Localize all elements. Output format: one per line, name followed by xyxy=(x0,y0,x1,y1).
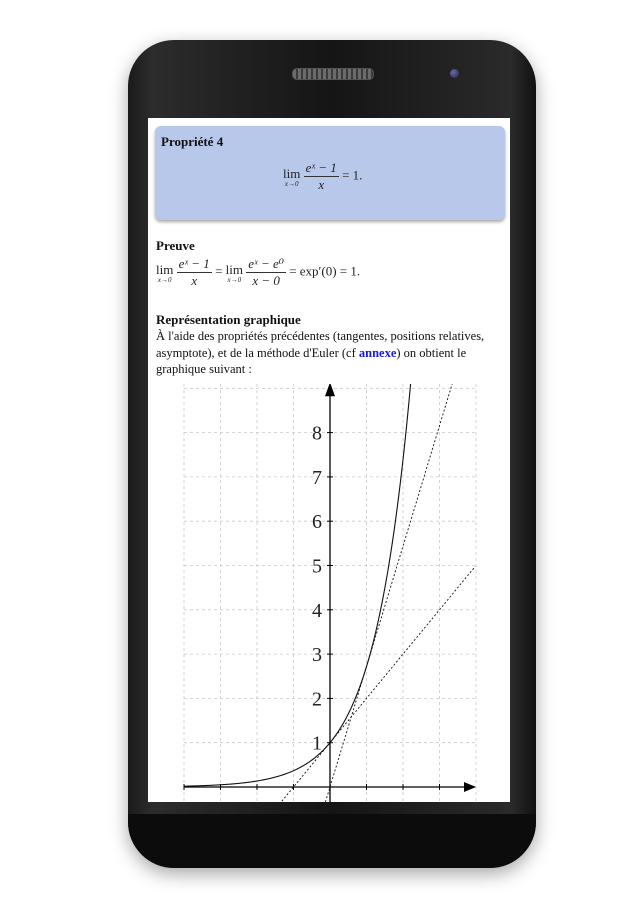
formula-result: = 1. xyxy=(342,167,363,183)
y-tick-label: 4 xyxy=(312,599,322,622)
property-title: Propriété 4 xyxy=(161,134,224,149)
y-axis-arrow xyxy=(325,384,335,396)
graph-section-title: Représentation graphique xyxy=(156,312,301,327)
y-tick-label: 2 xyxy=(312,688,322,711)
exp-curve xyxy=(184,384,412,786)
axes xyxy=(184,384,476,802)
y-tick-label: 6 xyxy=(312,511,322,534)
proof-formula xyxy=(156,256,360,289)
speaker-grille xyxy=(292,68,374,80)
y-tick-label: 5 xyxy=(312,555,322,578)
formula-result: = exp′(0) = 1. xyxy=(289,263,361,279)
property-formula xyxy=(283,160,362,193)
limit-operator: lim x→0 xyxy=(283,165,301,188)
fraction: $\frac{\text{eˣ − 1}}{x}$ xyxy=(305,160,337,192)
tick-labels xyxy=(312,423,322,755)
y-tick-label: 1 xyxy=(312,732,322,755)
y-tick-label: 8 xyxy=(312,422,322,445)
exponential-graph xyxy=(148,384,510,802)
graph-description: À l'aide des propriétés précédentes (tangentes, positions relatives, asymptote), et de la méthode d'Euler (cf annexe) on obtient le graphique suivant : xyxy=(156,329,485,376)
phone-chin xyxy=(128,814,536,868)
fraction: $\frac{\text{eˣ − 1}}{x}$ xyxy=(178,256,210,288)
limit-operator: lim x→0 xyxy=(225,261,243,284)
y-tick-label: 3 xyxy=(312,644,322,667)
proof-title: Preuve xyxy=(156,238,195,253)
annexe-link[interactable]: annexe xyxy=(358,345,397,360)
y-tick-label: 7 xyxy=(312,466,322,489)
equals-sign: = xyxy=(215,263,223,279)
phone-screen[interactable] xyxy=(148,118,510,802)
limit-operator: lim x→0 xyxy=(156,261,174,284)
tangent-line xyxy=(322,384,457,802)
x-axis-arrow xyxy=(464,782,476,792)
property-box xyxy=(155,126,505,220)
front-camera xyxy=(450,69,459,78)
fraction: $\frac{\text{eˣ − e⁰}}{x - 0}$ xyxy=(248,256,284,288)
